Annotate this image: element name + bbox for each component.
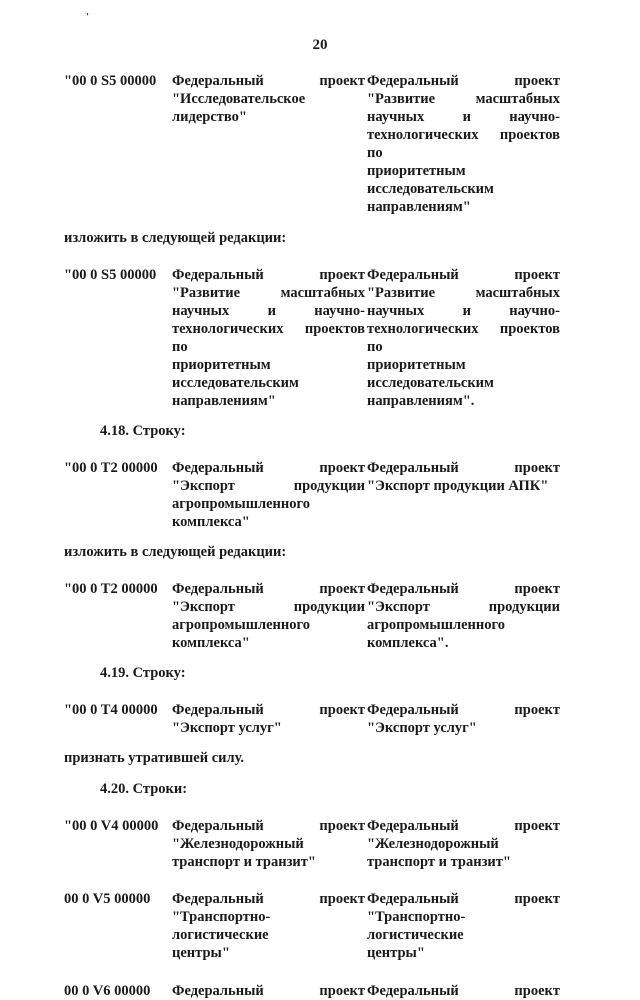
cell-word: "Развитие	[367, 285, 436, 301]
cell-word: и	[462, 303, 471, 319]
cell-word: проект	[319, 983, 365, 999]
cell-word: масштабных	[475, 285, 560, 301]
cell-line: направлениям".	[367, 393, 475, 409]
row-short-name	[367, 266, 560, 410]
section-heading: 4.18. Строку:	[100, 423, 186, 439]
cell-line: "Железнодорожный	[367, 836, 499, 852]
cell-word: и	[462, 109, 471, 125]
row-name	[172, 72, 365, 216]
instruction-text: изложить в следующей редакции:	[64, 230, 287, 246]
cell-line: центры"	[172, 945, 230, 961]
cell-word: проект	[319, 73, 365, 89]
cell-line	[172, 302, 365, 320]
cell-line: исследовательским	[367, 181, 494, 197]
cell-word: научных	[367, 303, 425, 319]
cell-line: "Экспорт продукции АПК"	[367, 478, 549, 494]
row-name	[172, 817, 365, 871]
cell-word: Федеральный	[172, 702, 264, 718]
cell-word: Федеральный	[367, 891, 459, 907]
cell-word: и	[267, 303, 276, 319]
stray-mark: '	[86, 11, 90, 23]
cell-line: транспорт и транзит"	[367, 854, 511, 870]
row-short-name	[367, 890, 560, 962]
cell-line	[172, 982, 365, 1000]
cell-line	[172, 817, 365, 835]
cell-word: проект	[319, 891, 365, 907]
cell-word: проект	[514, 983, 560, 999]
row-code: "00 0 S5 00000	[64, 73, 157, 89]
cell-line	[367, 701, 560, 719]
cell-line: направлениям"	[367, 199, 471, 215]
cell-word: Федеральный	[367, 73, 459, 89]
cell-line: комплекса"	[172, 635, 250, 651]
cell-line: агропромышленного	[172, 496, 310, 512]
cell-line: направлениям"	[172, 393, 276, 409]
cell-line: лидерство"	[172, 109, 247, 125]
cell-line: технологических проектов по	[367, 321, 560, 355]
cell-word: научно-	[314, 303, 365, 319]
row-name	[172, 701, 365, 737]
cell-line	[172, 284, 365, 302]
cell-word: масштабных	[280, 285, 365, 301]
cell-line: комплекса".	[367, 635, 449, 651]
table-row	[64, 459, 558, 531]
cell-line: "Экспорт услуг"	[367, 720, 477, 736]
table-row	[64, 817, 558, 871]
cell-line: исследовательским	[172, 375, 299, 391]
row-name	[172, 266, 365, 410]
cell-word: Федеральный	[172, 891, 264, 907]
cell-word: Федеральный	[367, 983, 459, 999]
cell-word: проект	[514, 581, 560, 597]
table-row	[64, 982, 558, 1000]
cell-line	[367, 266, 560, 284]
cell-line	[172, 701, 365, 719]
cell-line	[172, 477, 365, 495]
cell-word: проект	[514, 818, 560, 834]
row-name	[172, 580, 365, 652]
cell-word: Федеральный	[172, 983, 264, 999]
cell-word: научных	[172, 303, 230, 319]
cell-line: центры"	[367, 945, 425, 961]
row-code: "00 0 T4 00000	[64, 702, 158, 718]
cell-line: агропромышленного	[367, 617, 505, 633]
row-code: "00 0 T2 00000	[64, 460, 158, 476]
cell-word: проект	[319, 581, 365, 597]
cell-word: Федеральный	[172, 267, 264, 283]
section-heading: 4.19. Строку:	[100, 665, 186, 681]
cell-line: "Исследовательское	[172, 91, 306, 107]
row-short-name	[367, 701, 560, 737]
cell-word: проект	[319, 460, 365, 476]
cell-line: "Транспортно-логистические	[367, 909, 466, 943]
cell-line: "Транспортно-логистические	[172, 909, 271, 943]
cell-line: приоритетным	[367, 163, 466, 179]
cell-word: научных	[367, 109, 425, 125]
row-code: 00 0 V5 00000	[64, 891, 151, 907]
row-short-name	[367, 72, 560, 216]
row-code: "00 0 V4 00000	[64, 818, 159, 834]
cell-line	[367, 598, 560, 616]
cell-word: Федеральный	[172, 73, 264, 89]
row-code: "00 0 T2 00000	[64, 581, 158, 597]
cell-word: "Экспорт	[172, 599, 235, 615]
cell-word: проект	[514, 460, 560, 476]
instruction-text: изложить в следующей редакции:	[64, 544, 287, 560]
cell-line	[172, 598, 365, 616]
cell-line	[367, 72, 560, 90]
cell-line: технологических проектов по	[172, 321, 365, 355]
section-heading: 4.20. Строки:	[100, 781, 188, 797]
cell-word: продукции	[488, 599, 560, 615]
cell-word: Федеральный	[172, 460, 264, 476]
instruction-text: признать утратившей силу.	[64, 750, 245, 766]
row-short-name	[367, 459, 560, 531]
table-row	[64, 72, 558, 216]
cell-line: "Экспорт услуг"	[172, 720, 282, 736]
cell-line: исследовательским	[367, 375, 494, 391]
cell-word: Федеральный	[172, 581, 264, 597]
row-code: 00 0 V6 00000	[64, 983, 151, 999]
row-short-name	[367, 817, 560, 871]
cell-word: Федеральный	[367, 702, 459, 718]
cell-line: приоритетным	[172, 357, 271, 373]
cell-line	[172, 72, 365, 90]
cell-word: Федеральный	[172, 818, 264, 834]
table-row	[64, 890, 558, 962]
cell-word: проект	[319, 267, 365, 283]
cell-line	[367, 459, 560, 477]
row-short-name	[367, 580, 560, 652]
document-body	[64, 72, 558, 1000]
cell-word: Федеральный	[367, 267, 459, 283]
cell-line	[367, 302, 560, 320]
table-row	[64, 266, 558, 410]
cell-line: комплекса"	[172, 514, 250, 530]
cell-line	[367, 817, 560, 835]
cell-word: "Экспорт	[172, 478, 235, 494]
cell-line: приоритетным	[367, 357, 466, 373]
cell-line	[367, 284, 560, 302]
table-row	[64, 580, 558, 652]
cell-line	[367, 890, 560, 908]
cell-word: проект	[319, 702, 365, 718]
cell-word: "Экспорт	[367, 599, 430, 615]
cell-word: Федеральный	[367, 581, 459, 597]
cell-word: масштабных	[475, 91, 560, 107]
cell-line: технологических проектов по	[367, 127, 560, 161]
cell-word: проект	[514, 73, 560, 89]
row-name	[172, 890, 365, 962]
row-code: "00 0 S5 00000	[64, 267, 157, 283]
cell-line	[367, 90, 560, 108]
cell-word: научно-	[509, 303, 560, 319]
cell-line: транспорт и транзит"	[172, 854, 316, 870]
cell-line: "Железнодорожный	[172, 836, 304, 852]
cell-word: "Развитие	[367, 91, 436, 107]
cell-word: проект	[514, 891, 560, 907]
cell-word: продукции	[293, 599, 365, 615]
cell-line	[367, 108, 560, 126]
cell-line	[172, 890, 365, 908]
cell-word: научно-	[509, 109, 560, 125]
cell-line: агропромышленного	[172, 617, 310, 633]
row-name	[172, 459, 365, 531]
table-row	[64, 701, 558, 737]
page-number: 20	[312, 37, 328, 53]
cell-word: проект	[514, 267, 560, 283]
row-short-name	[367, 982, 560, 1000]
row-name	[172, 982, 365, 1000]
cell-line	[172, 580, 365, 598]
cell-word: продукции	[293, 478, 365, 494]
cell-word: проект	[514, 702, 560, 718]
cell-line	[172, 266, 365, 284]
cell-word: Федеральный	[367, 818, 459, 834]
cell-word: Федеральный	[367, 460, 459, 476]
cell-line	[367, 580, 560, 598]
cell-word: "Развитие	[172, 285, 241, 301]
cell-line	[172, 459, 365, 477]
cell-line	[367, 982, 560, 1000]
cell-word: проект	[319, 818, 365, 834]
